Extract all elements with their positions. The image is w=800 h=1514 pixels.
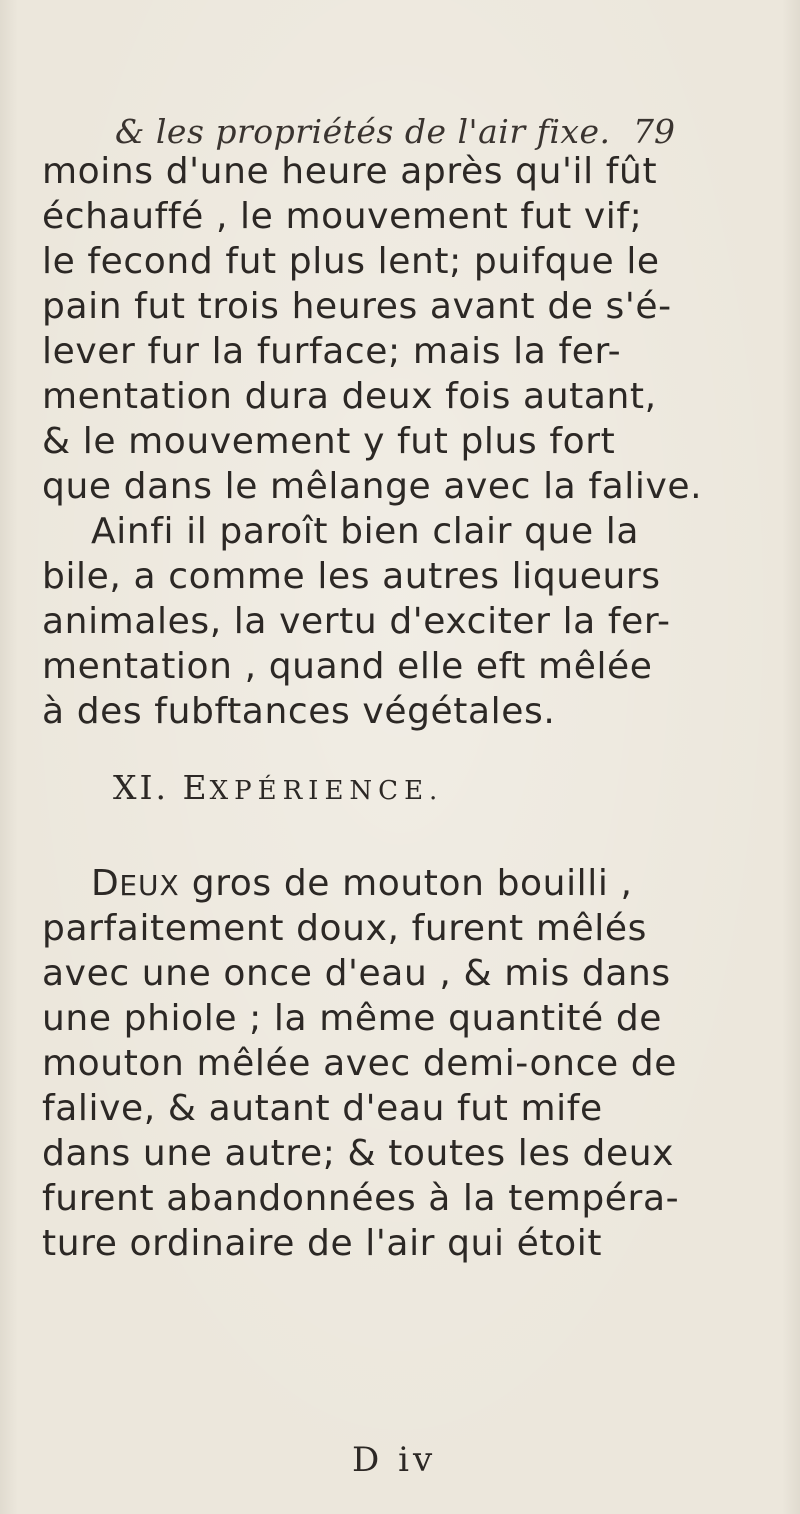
text-line: mentation dura deux fois autant, [42, 376, 657, 417]
text-line: échauffé , le mouvement fut vif; [42, 196, 643, 237]
text-line: moins d'une heure après qu'il fût [42, 151, 658, 192]
section-title-initial: E [182, 768, 210, 807]
text-line: une phiole ; la même quantité de [42, 998, 663, 1039]
text-line: le fecond fut plus lent; puifque le [42, 241, 660, 282]
running-head: & les propriétés de l'air fixe. [115, 112, 611, 151]
text-line: Ainfi il paroît bien clair que la [91, 511, 640, 552]
text-line: furent abandonnées à la tempéra- [42, 1178, 680, 1219]
first-word-initial: D [91, 863, 120, 904]
text-line: mentation , quand elle eft mêlée [42, 646, 653, 687]
text-line: falive, & autant d'eau fut mife [42, 1088, 603, 1129]
text-line: lever fur la furface; mais la fer- [42, 331, 622, 372]
paragraph-first-line [91, 864, 633, 906]
text-line: parfaitement doux, furent mêlés [42, 908, 647, 949]
text-line: & le mouvement y fut plus fort [42, 421, 616, 462]
page-number: 79 [633, 112, 675, 151]
text-line: à des fubftances végétales. [42, 691, 556, 732]
section-heading [113, 768, 443, 807]
first-word-rest: EUX [119, 869, 180, 902]
text-line: mouton mêlée avec demi-once de [42, 1043, 677, 1084]
text-line: ture ordinaire de l'air qui étoit [42, 1223, 603, 1264]
text-line: que dans le mêlange avec la falive. [42, 466, 703, 507]
section-number: XI. [113, 768, 170, 807]
text-line: bile, a comme les autres liqueurs [42, 556, 661, 597]
text-line: dans une autre; & toutes les deux [42, 1133, 675, 1174]
text-line: animales, la vertu d'exciter la fer- [42, 601, 671, 642]
section-title-rest: XPÉRIENCE. [209, 776, 444, 806]
text-line: pain fut trois heures avant de s'é- [42, 286, 672, 327]
text-line: avec une once d'eau , & mis dans [42, 953, 671, 994]
signature-mark: D iv [352, 1440, 437, 1480]
first-line-rest: gros de mouton bouilli , [191, 863, 633, 904]
